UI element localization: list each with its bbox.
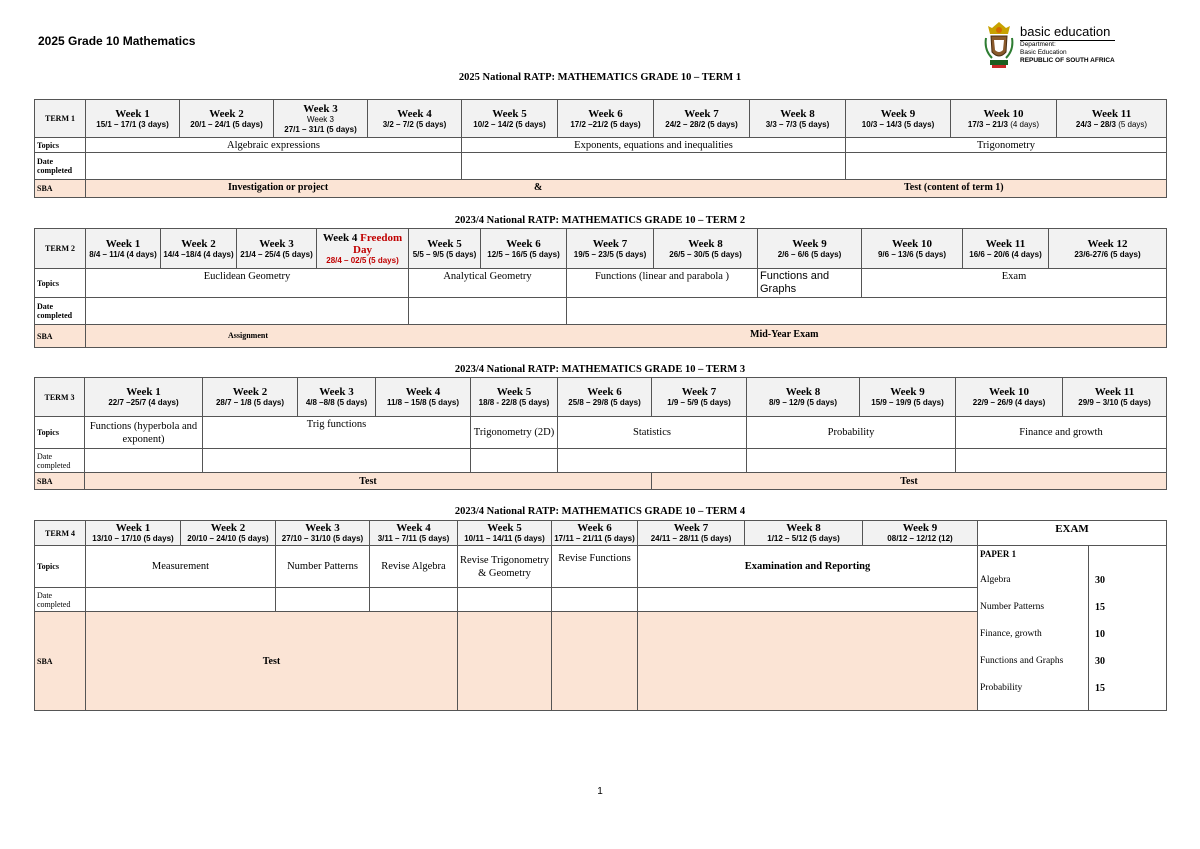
week-cell: Week 3 21/4 – 25/4 (5 days)	[237, 229, 317, 269]
topic-cell: Euclidean Geometry	[86, 269, 409, 298]
week-cell: Week 8 3/3 – 7/3 (5 days)	[750, 100, 846, 138]
week-cell: Week 11 16/6 – 20/6 (4 days)	[963, 229, 1049, 269]
week-cell: Week 3 27/10 – 31/10 (5 days)	[276, 521, 370, 546]
week-cell: Week 7 1/9 – 5/9 (5 days)	[652, 378, 747, 417]
term3-topics-row	[35, 417, 1167, 449]
week-cell: Week 12 23/6-27/6 (5 days)	[1049, 229, 1167, 269]
sba-text: Mid-Year Exam	[750, 329, 819, 340]
term2-header-row	[35, 229, 1167, 269]
week-cell: Week 1 22/7 –25/7 (4 days)	[85, 378, 203, 417]
week-cell: Week 2 28/7 – 1/8 (5 days)	[203, 378, 298, 417]
date-completed-label: Date completed	[35, 153, 86, 180]
sba-cell	[638, 612, 978, 711]
week-cell: Week 9 15/9 – 19/9 (5 days)	[860, 378, 956, 417]
date-cell	[956, 449, 1167, 473]
sba-cell	[458, 612, 552, 711]
week-cell: Week 8 1/12 – 5/12 (5 days)	[745, 521, 863, 546]
week-cell: Week 4 Freedom Day 28/4 – 02/5 (5 days)	[317, 229, 409, 269]
term4-title: 2023/4 National RATP: MATHEMATICS GRADE 10 – TERM 4	[454, 506, 746, 517]
term4-header-row	[35, 521, 1167, 546]
logo-country: REPUBLIC OF SOUTH AFRICA	[1020, 57, 1115, 64]
topics-label: Topics	[35, 269, 86, 298]
term-label: TERM 1	[35, 100, 86, 138]
topic-cell: Measurement	[86, 546, 276, 588]
topic-cell: Statistics	[558, 417, 747, 449]
topic-cell: Analytical Geometry	[409, 269, 567, 298]
term1-header-row	[35, 100, 1167, 138]
date-cell	[846, 153, 1167, 180]
week-cell: Week 9 2/6 – 6/6 (5 days)	[758, 229, 862, 269]
topic-cell: Finance and growth	[956, 417, 1167, 449]
term2-topics-row	[35, 269, 1167, 298]
term1-date-row	[35, 153, 1167, 180]
topic-cell: Trigonometry (2D)	[471, 417, 558, 449]
week-cell: Week 10 22/9 – 26/9 (4 days)	[956, 378, 1063, 417]
date-cell	[203, 449, 471, 473]
date-completed-label: Date completed	[35, 298, 86, 325]
paper-item: Algebra	[980, 575, 1011, 585]
date-cell	[471, 449, 558, 473]
term2-title: 2023/4 National RATP: MATHEMATICS GRADE 10 – TERM 2	[454, 215, 746, 226]
exam-header: EXAM	[978, 521, 1167, 546]
week-cell: Week 4 3/2 – 7/2 (5 days)	[368, 100, 462, 138]
week-cell: Week 7 19/5 – 23/5 (5 days)	[567, 229, 654, 269]
week-cell: Week 11 29/9 – 3/10 (5 days)	[1063, 378, 1167, 417]
logo-sub: Basic Education	[1020, 49, 1067, 56]
topic-cell: Functions and Graphs	[758, 269, 862, 298]
sba-text: &	[534, 181, 543, 193]
logo-dept: Department:	[1020, 41, 1056, 48]
date-cell	[409, 298, 567, 325]
sba-text: Investigation or project	[228, 181, 329, 193]
date-cell	[85, 449, 203, 473]
paper-title: PAPER 1	[980, 549, 1017, 559]
week-cell: Week 5 5/5 – 9/5 (5 days)	[409, 229, 481, 269]
topic-cell: Trig functions	[203, 417, 471, 449]
sba-text: Test (content of term 1)	[904, 181, 1004, 193]
term3-header-row	[35, 378, 1167, 417]
week-cell: Week 6 17/2 –21/2 (5 days)	[558, 100, 654, 138]
week-cell: Week 4 11/8 – 15/8 (5 days)	[376, 378, 471, 417]
date-cell	[558, 449, 747, 473]
date-cell	[370, 588, 458, 612]
term-label: TERM 2	[35, 229, 86, 269]
sba-label: SBA	[35, 473, 85, 490]
term1-title: 2025 National RATP: MATHEMATICS GRADE 10 – TERM 1	[458, 72, 742, 83]
topic-cell: Algebraic expressions	[86, 138, 462, 153]
topic-cell: Examination and Reporting	[638, 546, 978, 588]
date-cell	[458, 588, 552, 612]
marks-cell	[1089, 546, 1167, 711]
date-cell	[747, 449, 956, 473]
paper-mark: 15	[1095, 602, 1105, 613]
week-cell: Week 1 15/1 – 17/1 (3 days)	[86, 100, 180, 138]
term2-date-row	[35, 298, 1167, 325]
paper-item: Finance, growth	[980, 629, 1042, 639]
paper-item: Probability	[980, 683, 1023, 693]
term3-sba-row	[35, 473, 1167, 490]
paper-mark: 15	[1095, 683, 1105, 694]
logo-title: basic education	[1020, 24, 1115, 41]
week-cell: Week 6 17/11 – 21/11 (5 days)	[552, 521, 638, 546]
date-cell	[552, 588, 638, 612]
term4-topics-row	[35, 546, 1167, 588]
week-cell: Week 2 20/1 – 24/1 (5 days)	[180, 100, 274, 138]
date-completed-label: Date completed	[35, 588, 86, 612]
term2-sba-row	[35, 325, 1167, 348]
sba-text: Test	[652, 473, 1167, 490]
term-label: TERM 4	[35, 521, 86, 546]
week-cell: Week 9 10/3 – 14/3 (5 days)	[846, 100, 951, 138]
topics-label: Topics	[35, 546, 86, 588]
topic-cell: Revise Functions	[552, 546, 638, 588]
date-cell	[86, 588, 276, 612]
week-cell: Week 10 9/6 – 13/6 (5 days)	[862, 229, 963, 269]
term1-topics-row	[35, 138, 1167, 153]
topic-cell: Functions (hyperbola and exponent)	[85, 417, 203, 449]
week-cell: Week 7 24/2 – 28/2 (5 days)	[654, 100, 750, 138]
date-cell	[86, 153, 462, 180]
term4-table	[34, 520, 1167, 711]
week-cell: Week 7 24/11 – 28/11 (5 days)	[638, 521, 745, 546]
date-cell	[462, 153, 846, 180]
date-cell	[86, 298, 409, 325]
topic-cell: Exam	[862, 269, 1167, 298]
sba-text: Assignment	[228, 331, 269, 340]
week-cell: Week 5 18/8 - 22/8 (5 days)	[471, 378, 558, 417]
sba-cell	[552, 612, 638, 711]
sba-label: SBA	[35, 180, 86, 198]
paper-cell	[978, 546, 1089, 711]
paper-mark: 30	[1095, 575, 1105, 586]
week-cell: Week 10 17/3 – 21/3 (4 days)	[951, 100, 1057, 138]
term1-sba-row	[35, 180, 1167, 198]
week-cell: Week 5 10/11 – 14/11 (5 days)	[458, 521, 552, 546]
topic-cell: Number Patterns	[276, 546, 370, 588]
week-cell: Week 2 14/4 –18/4 (4 days)	[161, 229, 237, 269]
week-cell: Week 6 25/8 – 29/8 (5 days)	[558, 378, 652, 417]
week-cell: Week 8 26/5 – 30/5 (5 days)	[654, 229, 758, 269]
term3-date-row	[35, 449, 1167, 473]
sba-text: Test	[85, 473, 652, 490]
document-header: 2025 Grade 10 Mathematics	[38, 34, 196, 48]
date-cell	[276, 588, 370, 612]
sba-label: SBA	[35, 325, 86, 348]
week-cell: Week 1 13/10 – 17/10 (5 days)	[86, 521, 181, 546]
topic-cell: Exponents, equations and inequalities	[462, 138, 846, 153]
paper-mark: 10	[1095, 629, 1105, 640]
date-cell	[567, 298, 1167, 325]
week-cell: Week 8 8/9 – 12/9 (5 days)	[747, 378, 860, 417]
topic-cell: Revise Trigonometry & Geometry	[458, 546, 552, 588]
coat-of-arms-icon	[984, 20, 1014, 70]
week-cell: Week 3 Week 3 27/1 – 31/1 (5 days)	[274, 100, 368, 138]
week-cell: Week 5 10/2 – 14/2 (5 days)	[462, 100, 558, 138]
dbe-logo	[984, 20, 1115, 72]
date-cell	[638, 588, 978, 612]
sba-label: SBA	[35, 612, 86, 711]
topic-cell: Probability	[747, 417, 956, 449]
term-label: TERM 3	[35, 378, 85, 417]
paper-mark: 30	[1095, 656, 1105, 667]
topics-label: Topics	[35, 417, 85, 449]
date-completed-label: Date completed	[35, 449, 85, 473]
week-cell: Week 11 24/3 – 28/3 (5 days)	[1057, 100, 1167, 138]
topic-cell: Functions (linear and parabola )	[567, 269, 758, 298]
sba-text: Test	[86, 612, 458, 711]
term3-title: 2023/4 National RATP: MATHEMATICS GRADE 10 – TERM 3	[454, 364, 746, 375]
week-cell: Week 2 20/10 – 24/10 (5 days)	[181, 521, 276, 546]
term2-table	[34, 228, 1167, 348]
paper-item: Number Patterns	[980, 602, 1045, 612]
topic-cell: Trigonometry	[846, 138, 1167, 153]
week-cell: Week 3 4/8 –8/8 (5 days)	[298, 378, 376, 417]
week-cell: Week 9 08/12 – 12/12 (12)	[863, 521, 978, 546]
term3-table	[34, 377, 1167, 490]
week-cell: Week 4 3/11 – 7/11 (5 days)	[370, 521, 458, 546]
topics-label: Topics	[35, 138, 86, 153]
topic-cell: Revise Algebra	[370, 546, 458, 588]
page-number: 1	[597, 786, 603, 797]
week-cell: Week 6 12/5 – 16/5 (5 days)	[481, 229, 567, 269]
term1-table	[34, 99, 1167, 198]
week-cell: Week 1 8/4 – 11/4 (4 days)	[86, 229, 161, 269]
paper-item: Functions and Graphs	[980, 656, 1064, 666]
